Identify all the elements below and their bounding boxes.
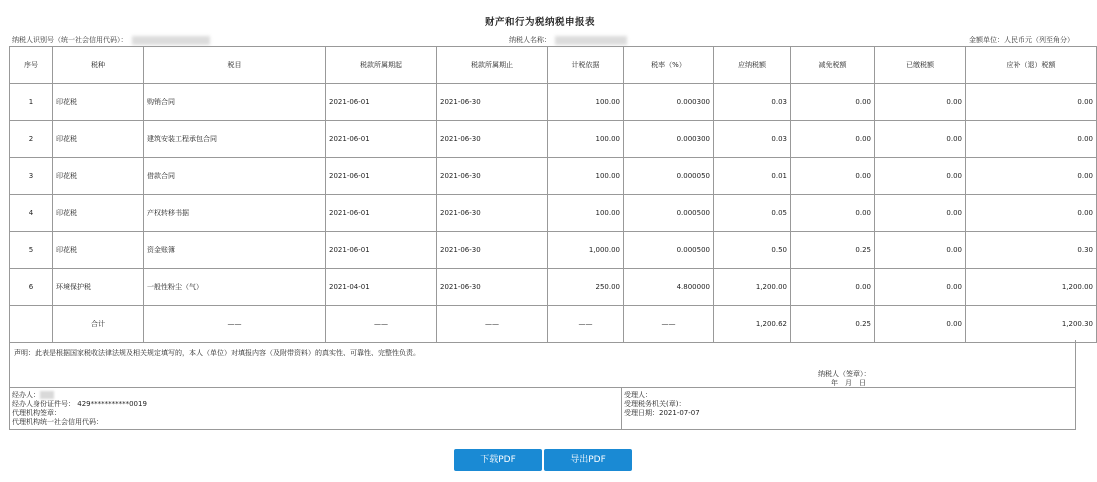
cell-tax-type: 印花税 <box>53 232 144 269</box>
handler-id-label: 经办人身份证件号： <box>12 400 75 408</box>
cell-tax-type: 环境保护税 <box>53 269 144 306</box>
amount-unit: 金额单位：人民币元（列至角分） <box>969 36 1074 44</box>
taxpayer-name-label: 纳税人名称： <box>509 36 551 44</box>
declaration-statement: 声明：此表是根据国家税收法律法规及相关规定填写的，本人（单位）对填报内容（及附带资料）的真实性、可靠性、完整性负责。 <box>14 349 420 357</box>
cell-basis: 100.00 <box>548 158 624 195</box>
handler-label: 经办人： <box>12 391 40 399</box>
cell-item: 借款合同 <box>144 158 326 195</box>
total-relief: 0.25 <box>791 306 875 343</box>
header-basis: 计税依据 <box>548 47 624 84</box>
table-row <box>10 232 1097 269</box>
cell-payable: 0.50 <box>714 232 791 269</box>
cell-payable: 0.05 <box>714 195 791 232</box>
receive-date-value: 2021-07-07 <box>659 409 700 417</box>
cell-period-start: 2021-06-01 <box>326 158 437 195</box>
receive-date-label: 受理日期： <box>624 409 659 417</box>
total-due: 1,200.30 <box>966 306 1097 343</box>
header-tax-type: 税种 <box>53 47 144 84</box>
cell-no: 2 <box>10 121 53 158</box>
agent-section <box>9 388 1076 430</box>
cell-paid: 0.00 <box>875 158 966 195</box>
header-payable: 应纳税额 <box>714 47 791 84</box>
cell-rate: 0.000300 <box>624 121 714 158</box>
table-row <box>10 121 1097 158</box>
receive-date-line <box>624 408 700 418</box>
header-relief: 减免税额 <box>791 47 875 84</box>
header-no: 序号 <box>10 47 53 84</box>
cell-paid: 0.00 <box>875 232 966 269</box>
cell-item: 一般性粉尘（气） <box>144 269 326 306</box>
cell-basis: 1,000.00 <box>548 232 624 269</box>
cell-item: 产权转移书据 <box>144 195 326 232</box>
cell-period-end: 2021-06-30 <box>437 121 548 158</box>
total-rate-dash: —— <box>624 306 714 343</box>
table-row <box>10 195 1097 232</box>
cell-tax-type: 印花税 <box>53 158 144 195</box>
cell-due: 1,200.00 <box>966 269 1097 306</box>
cell-rate: 4.800000 <box>624 269 714 306</box>
table-row <box>10 269 1097 306</box>
total-item-dash: —— <box>144 306 326 343</box>
cell-basis: 100.00 <box>548 195 624 232</box>
total-basis-dash: —— <box>548 306 624 343</box>
agency-seal-label: 代理机构签章： <box>12 409 61 417</box>
tax-table <box>9 46 1097 343</box>
form-title: 财产和行为税纳税申报表 <box>484 17 595 28</box>
cell-no: 6 <box>10 269 53 306</box>
cell-no: 4 <box>10 195 53 232</box>
cell-paid: 0.00 <box>875 269 966 306</box>
total-row <box>10 306 1097 343</box>
cell-no: 5 <box>10 232 53 269</box>
cell-due: 0.00 <box>966 84 1097 121</box>
cell-relief: 0.00 <box>791 269 875 306</box>
header-rate: 税率（%） <box>624 47 714 84</box>
cell-payable: 0.03 <box>714 121 791 158</box>
cell-period-end: 2021-06-30 <box>437 232 548 269</box>
taxpayer-id-field <box>12 35 210 45</box>
cell-rate: 0.000300 <box>624 84 714 121</box>
total-payable: 1,200.62 <box>714 306 791 343</box>
total-label: 合计 <box>53 306 144 343</box>
cell-tax-type: 印花税 <box>53 195 144 232</box>
export-pdf-button[interactable]: 导出PDF <box>544 449 632 471</box>
cell-relief: 0.25 <box>791 232 875 269</box>
cell-tax-type: 印花税 <box>53 121 144 158</box>
cell-period-end: 2021-06-30 <box>437 158 548 195</box>
cell-rate: 0.000500 <box>624 195 714 232</box>
cell-no: 1 <box>10 84 53 121</box>
table-row <box>10 158 1097 195</box>
cell-basis: 100.00 <box>548 84 624 121</box>
declaration-section <box>9 340 1076 388</box>
taxpayer-id-label: 纳税人识别号（统一社会信用代码）： <box>12 36 128 44</box>
taxpayer-name-field <box>509 35 627 45</box>
tax-office-label: 受理税务机关(章)： <box>624 400 686 408</box>
handler-redacted <box>40 391 54 399</box>
cell-payable: 0.03 <box>714 84 791 121</box>
cell-paid: 0.00 <box>875 121 966 158</box>
total-period-end-dash: —— <box>437 306 548 343</box>
cell-period-start: 2021-06-01 <box>326 121 437 158</box>
taxpayer-id-redacted <box>132 36 210 45</box>
total-no-cell <box>10 306 53 343</box>
cell-payable: 1,200.00 <box>714 269 791 306</box>
cell-period-start: 2021-06-01 <box>326 232 437 269</box>
cell-item: 建筑安装工程承包合同 <box>144 121 326 158</box>
table-header-row <box>10 47 1097 84</box>
taxpayer-signature-label: 纳税人（签章）： <box>818 370 871 378</box>
cell-period-end: 2021-06-30 <box>437 195 548 232</box>
cell-basis: 100.00 <box>548 121 624 158</box>
cell-period-end: 2021-06-30 <box>437 84 548 121</box>
header-paid: 已缴税额 <box>875 47 966 84</box>
receiver-label: 受理人： <box>624 391 652 399</box>
cell-relief: 0.00 <box>791 84 875 121</box>
cell-due: 0.00 <box>966 121 1097 158</box>
download-pdf-button[interactable]: 下载PDF <box>454 449 542 471</box>
cell-relief: 0.00 <box>791 121 875 158</box>
cell-basis: 250.00 <box>548 269 624 306</box>
signature-date-label: 年 月 日 <box>831 379 866 387</box>
header-due: 应补（退）税额 <box>966 47 1097 84</box>
cell-period-end: 2021-06-30 <box>437 269 548 306</box>
agency-code-label: 代理机构统一社会信用代码： <box>12 418 103 426</box>
cell-payable: 0.01 <box>714 158 791 195</box>
header-period-end: 税款所属期止 <box>437 47 548 84</box>
total-paid: 0.00 <box>875 306 966 343</box>
cell-relief: 0.00 <box>791 195 875 232</box>
cell-due: 0.30 <box>966 232 1097 269</box>
cell-item: 购销合同 <box>144 84 326 121</box>
cell-due: 0.00 <box>966 195 1097 232</box>
header-period-start: 税款所属期起 <box>326 47 437 84</box>
handler-id-value: 429***********0019 <box>77 400 147 408</box>
cell-relief: 0.00 <box>791 158 875 195</box>
cell-item: 资金账簿 <box>144 232 326 269</box>
cell-rate: 0.000500 <box>624 232 714 269</box>
cell-period-start: 2021-06-01 <box>326 84 437 121</box>
section-divider <box>621 388 622 429</box>
header-item: 税目 <box>144 47 326 84</box>
cell-no: 3 <box>10 158 53 195</box>
cell-paid: 0.00 <box>875 195 966 232</box>
total-period-start-dash: —— <box>326 306 437 343</box>
cell-tax-type: 印花税 <box>53 84 144 121</box>
cell-rate: 0.000050 <box>624 158 714 195</box>
cell-due: 0.00 <box>966 158 1097 195</box>
taxpayer-name-redacted <box>555 36 627 45</box>
cell-period-start: 2021-06-01 <box>326 195 437 232</box>
table-row <box>10 84 1097 121</box>
cell-paid: 0.00 <box>875 84 966 121</box>
cell-period-start: 2021-04-01 <box>326 269 437 306</box>
